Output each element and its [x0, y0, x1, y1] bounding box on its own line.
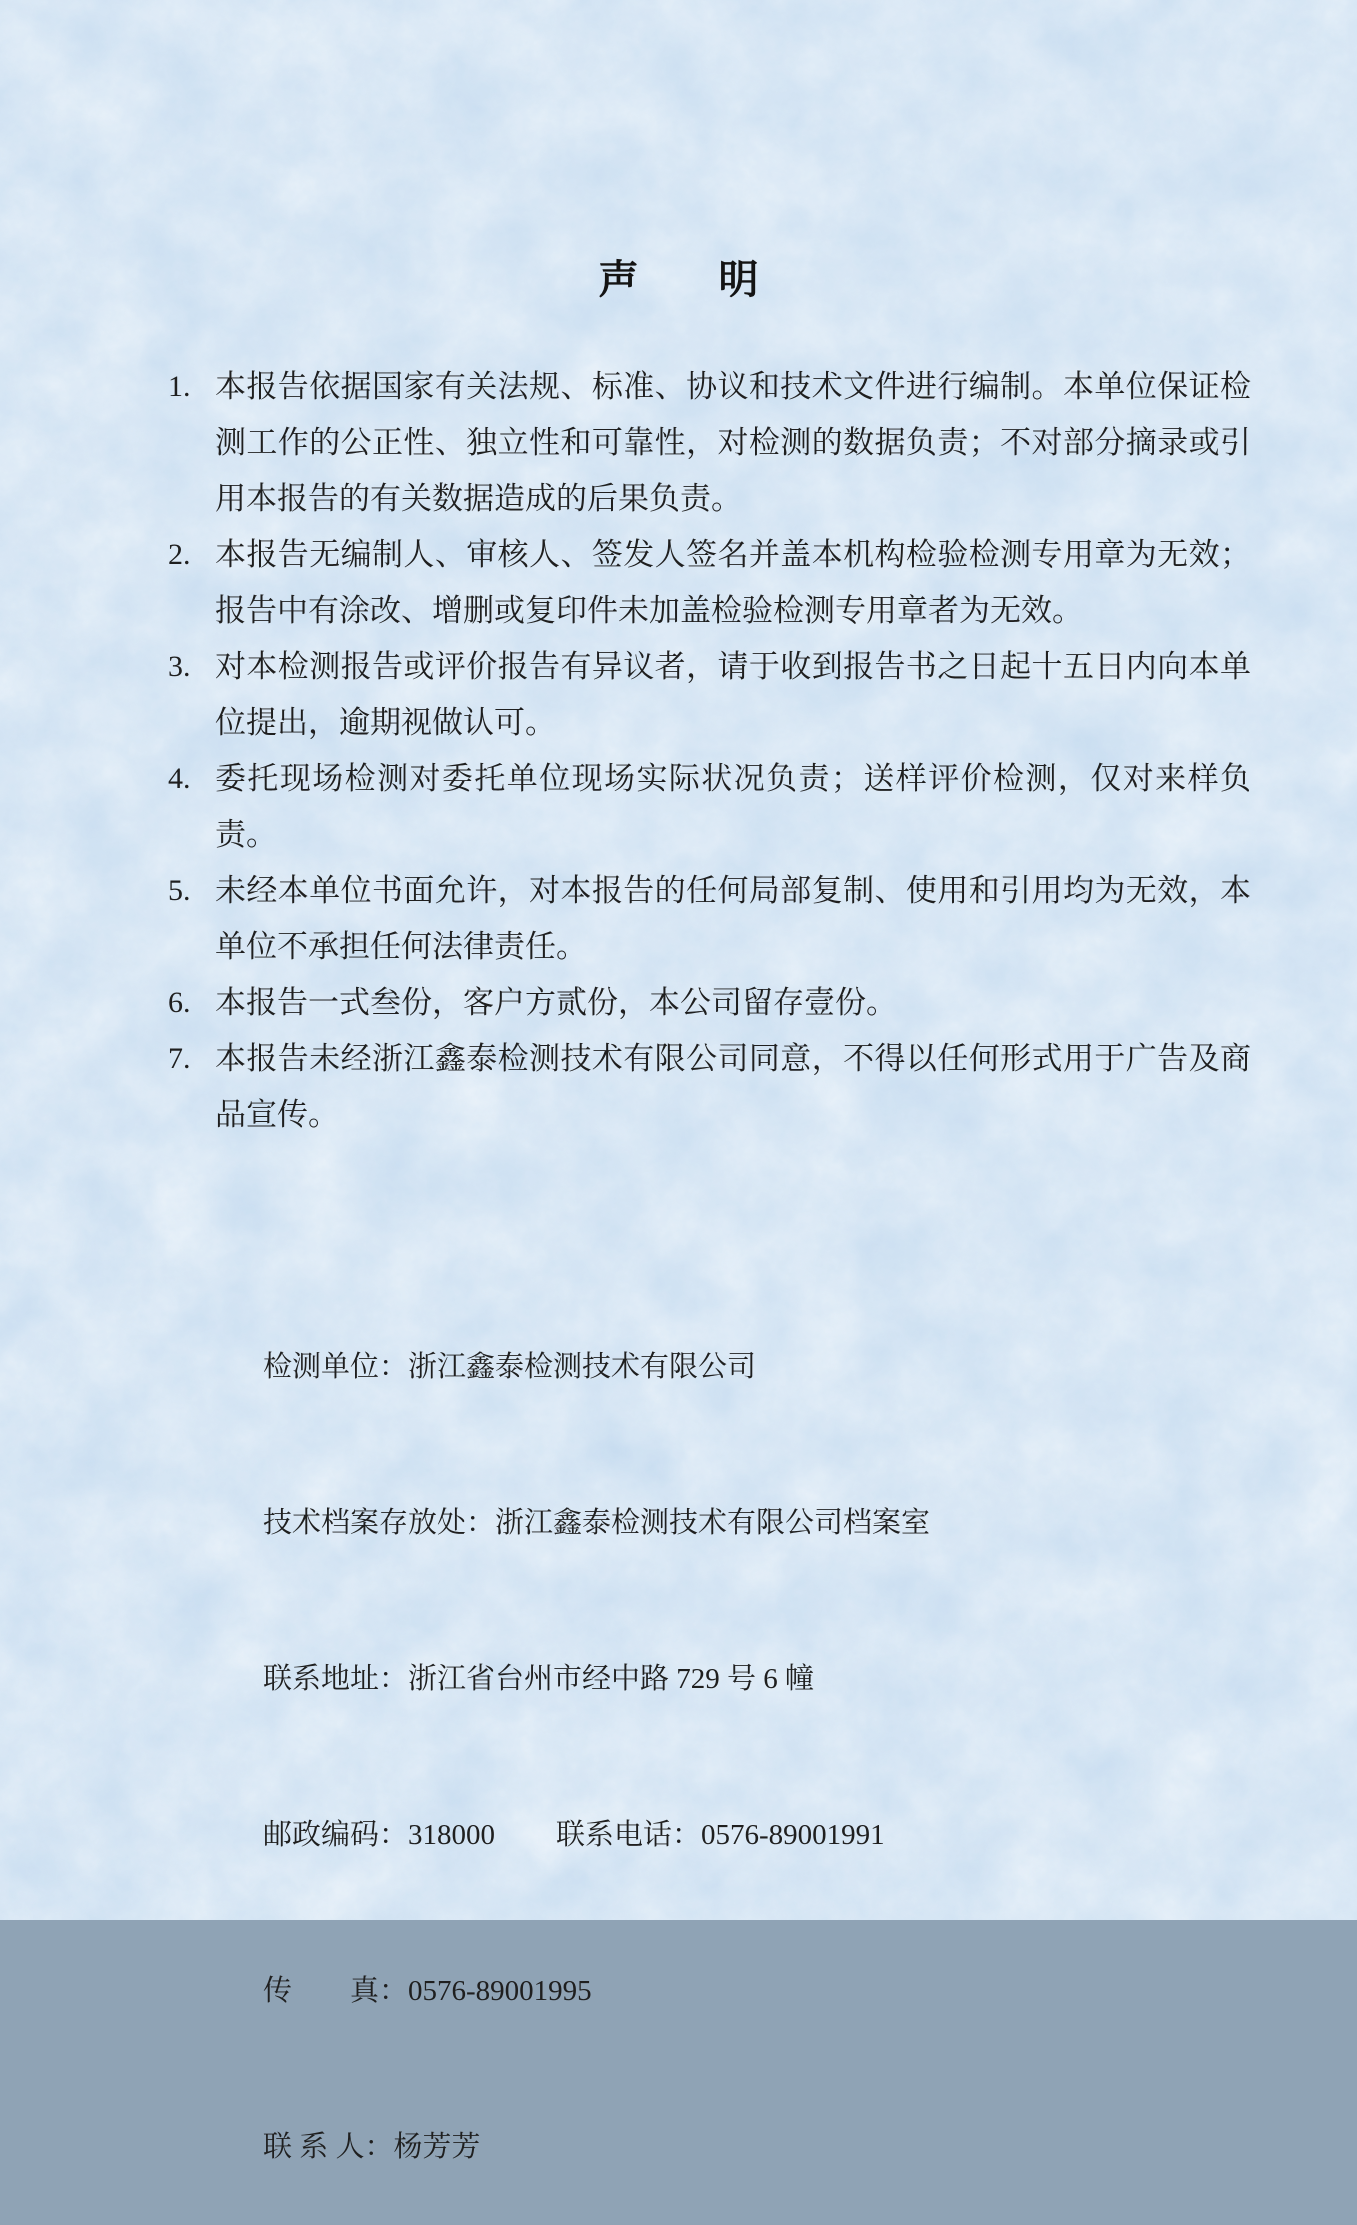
- statement-number: 7.: [168, 1042, 191, 1075]
- statement-number: 3.: [168, 650, 191, 683]
- statement-number: 6.: [168, 986, 191, 1019]
- address-label: 联系地址：: [263, 1663, 409, 1695]
- statement-item: [168, 359, 1251, 527]
- statement-number: 5.: [168, 874, 191, 907]
- statement-item: [168, 751, 1251, 863]
- phone-value: 0576-89001991: [701, 1819, 885, 1851]
- postcode-label: 邮政编码：: [263, 1819, 409, 1851]
- unit-value: 浙江鑫泰检测技术有限公司: [408, 1351, 757, 1383]
- statement-item: [168, 527, 1251, 639]
- statement-item: [168, 975, 1251, 1031]
- statement-text: 委托现场检测对委托单位现场实际状况负责；送样评价检测，仅对来样负责。: [215, 761, 1251, 852]
- statement-text: 未经本单位书面允许，对本报告的任何局部复制、使用和引用均为无效，本单位不承担任何法律责任。: [215, 873, 1251, 964]
- contact-row-address: [205, 1601, 1357, 1757]
- address-value: 浙江省台州市经中路 729 号 6 幢: [408, 1663, 815, 1695]
- person-label: 联 系 人：: [263, 2131, 394, 2163]
- statement-item: [168, 1031, 1251, 1143]
- statement-number: 2.: [168, 538, 191, 571]
- contact-row-unit: [205, 1289, 1357, 1445]
- fax-label: 传 真：: [263, 1975, 409, 2007]
- archive-value: 浙江鑫泰检测技术有限公司档案室: [495, 1507, 931, 1539]
- statement-text: 本报告未经浙江鑫泰检测技术有限公司同意，不得以任何形式用于广告及商品宣传。: [215, 1041, 1251, 1132]
- page-title: 声 明: [598, 257, 759, 303]
- contact-row-postcode-phone: [205, 1757, 1357, 1913]
- statement-text: 本报告依据国家有关法规、标准、协议和技术文件进行编制。本单位保证检测工作的公正性、独立性和可靠性，对检测的数据负责；不对部分摘录或引用本报告的有关数据造成的后果负责。: [215, 369, 1251, 516]
- phone-label: 联系电话：: [556, 1819, 702, 1851]
- fax-value: 0576-89001995: [408, 1975, 592, 2007]
- statement-number: 4.: [168, 762, 191, 795]
- postcode-value: 318000: [408, 1819, 496, 1851]
- statement-item: [168, 863, 1251, 975]
- person-value: 杨芳芳: [393, 2131, 481, 2163]
- statement-item: [168, 639, 1251, 751]
- statement-text: 本报告一式叁份，客户方贰份，本公司留存壹份。: [215, 985, 897, 1020]
- archive-label: 技术档案存放处：: [263, 1507, 496, 1539]
- statement-list: [168, 359, 1251, 1143]
- contact-row-fax: [205, 1913, 1357, 2069]
- phone-pair: [556, 1809, 885, 1861]
- statement-text: 对本检测报告或评价报告有异议者，请于收到报告书之日起十五日内向本单位提出，逾期视做认可。: [215, 649, 1251, 740]
- contact-block: [205, 1289, 1357, 2225]
- unit-label: 检测单位：: [263, 1351, 409, 1383]
- postcode-pair: [263, 1809, 556, 1861]
- contact-row-archive: [205, 1445, 1357, 1601]
- statement-number: 1.: [168, 370, 191, 403]
- contact-row-person: [205, 2069, 1357, 2225]
- statement-text: 本报告无编制人、审核人、签发人签名并盖本机构检验检测专用章为无效；报告中有涂改、增删或复印件未加盖检验检测专用章者为无效。: [215, 537, 1251, 628]
